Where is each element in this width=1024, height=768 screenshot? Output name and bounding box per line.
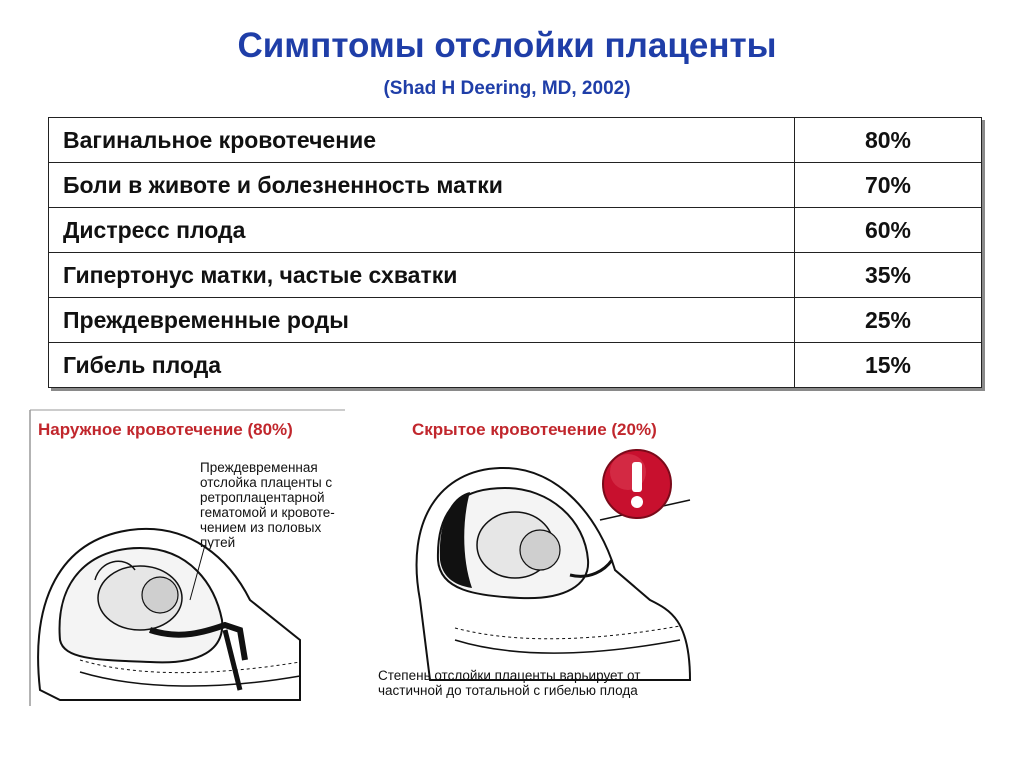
symptom-cell: Гипертонус матки, частые схватки [49,253,795,298]
percent-cell: 60% [795,208,982,253]
note-line: частичной до тотальной с гибелью плода [378,683,638,698]
note-line: Преждевременная [200,460,318,475]
right-figure-note [378,668,640,698]
external-bleeding-caption: Наружное кровотечение (80%) [38,420,293,439]
percent-cell: 25% [795,298,982,343]
symptom-cell: Преждевременные роды [49,298,795,343]
percent-cell: 15% [795,343,982,388]
uterus-illustration-external-bleeding [38,529,300,700]
symptom-cell: Дистресс плода [49,208,795,253]
percent-cell: 80% [795,118,982,163]
note-line: Степень отслойки плаценты варьирует от [378,668,641,683]
symptom-cell: Боли в животе и болезненность матки [49,163,795,208]
note-line: чением из половых [200,520,322,535]
note-line: гематомой и кровоте- [200,505,335,520]
percent-cell: 70% [795,163,982,208]
left-figure-note [200,460,335,550]
note-line: путей [200,535,236,550]
concealed-bleeding-caption: Скрытое кровотечение (20%) [412,420,657,439]
page-title: Симптомы отслойки плаценты [237,26,777,65]
note-line: отслойка плаценты с [200,475,333,490]
note-line: ретроплацентарной [200,490,325,505]
percent-cell: 35% [795,253,982,298]
page-subtitle: (Shad H Deering, MD, 2002) [383,78,631,99]
symptom-cell: Вагинальное кровотечение [49,118,795,163]
symptom-cell: Гибель плода [49,343,795,388]
exclamation-icon [603,450,671,518]
